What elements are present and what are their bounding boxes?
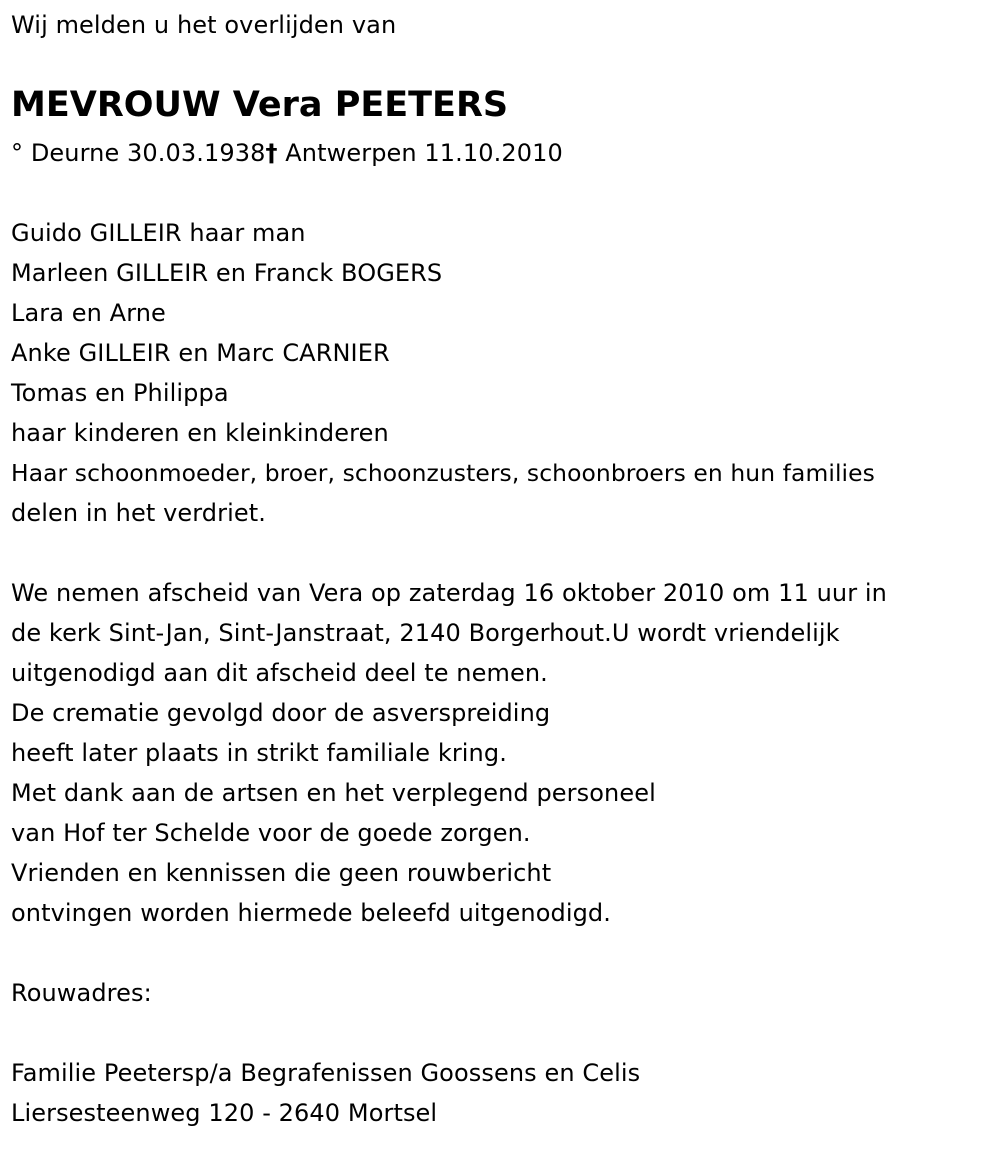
ceremony-line: De crematie gevolgd door de asverspreiding <box>11 699 551 727</box>
family-line: delen in het verdriet. <box>11 499 266 527</box>
family-line: Marleen GILLEIR en Franck BOGERS <box>11 259 443 287</box>
death-text: Antwerpen 11.10.2010 <box>277 139 563 167</box>
family-line: Haar schoonmoeder, broer, schoonzusters, schoonbroers en hun families <box>11 459 875 487</box>
birth-death-line <box>11 138 563 168</box>
family-line: Lara en Arne <box>11 299 166 327</box>
ceremony-line: ontvingen worden hiermede beleefd uitgenodigd. <box>11 899 611 927</box>
address-line: Liersesteenweg 120 - 2640 Mortsel <box>11 1099 438 1127</box>
ceremony-line: uitgenodigd aan dit afscheid deel te nemen. <box>11 659 548 687</box>
family-line: Anke GILLEIR en Marc CARNIER <box>11 339 390 367</box>
ceremony-line: van Hof ter Schelde voor de goede zorgen. <box>11 819 531 847</box>
birth-text: ° Deurne 30.03.1938 <box>11 139 266 167</box>
ceremony-line: We nemen afscheid van Vera op zaterdag 16 oktober 2010 om 11 uur in <box>11 579 887 607</box>
family-line: Guido GILLEIR haar man <box>11 219 306 247</box>
ceremony-line: heeft later plaats in strikt familiale kring. <box>11 739 507 767</box>
address-line: Familie Peetersp/a Begrafenissen Goossens en Celis <box>11 1059 641 1087</box>
dagger-icon: † <box>265 139 278 167</box>
address-label: Rouwadres: <box>11 979 152 1007</box>
family-line: Tomas en Philippa <box>11 379 229 407</box>
ceremony-line: de kerk Sint-Jan, Sint-Janstraat, 2140 Borgerhout.U wordt vriendelijk <box>11 619 840 647</box>
ceremony-line: Vrienden en kennissen die geen rouwbericht <box>11 859 552 887</box>
ceremony-line: Met dank aan de artsen en het verplegend personeel <box>11 779 656 807</box>
family-line: haar kinderen en kleinkinderen <box>11 419 389 447</box>
deceased-name: MEVROUW Vera PEETERS <box>11 85 509 125</box>
intro-text: Wij melden u het overlijden van <box>11 11 397 39</box>
